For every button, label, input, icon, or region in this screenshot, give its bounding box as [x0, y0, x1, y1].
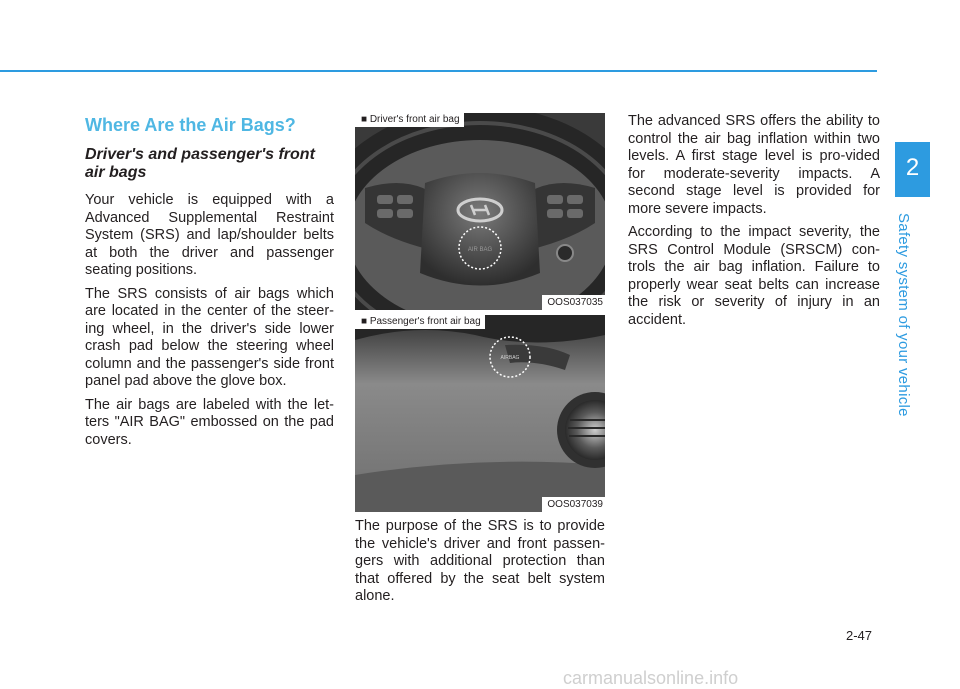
airbag-emboss: AIRBAG: [500, 355, 520, 361]
steering-wheel-illustration: [355, 113, 605, 310]
section-heading: Where Are the Air Bags?: [85, 115, 296, 135]
figure-caption: ■ Driver's front air bag: [355, 113, 464, 127]
paragraph: Your vehicle is equipped with a Advanced Supplemental Restraint System (SRS) and lap/shoulder belts at both the driver and passenger seating positions.: [85, 192, 334, 278]
chapter-number: 2: [905, 154, 920, 181]
watermark: carmanualsonline.info: [563, 668, 739, 688]
column-right: [628, 113, 880, 335]
column-left: [85, 114, 334, 455]
section-subheading: Driver's and passenger's front air bags: [85, 146, 315, 181]
figure-caption: ■ Passenger's front air bag: [355, 315, 485, 329]
page-number: 2-47: [846, 628, 873, 643]
chapter-tab: [895, 142, 930, 197]
figure-code: OOS037035: [542, 295, 605, 310]
paragraph: The air bags are labeled with the let-ters "AIR BAG" embossed on the pad covers.: [85, 396, 334, 448]
paragraph: The purpose of the SRS is to provide the vehicle's driver and front passen-gers with additional protection than that offered by the seat belt system alone.: [355, 518, 605, 604]
figure-passenger-airbag: [355, 315, 605, 512]
paragraph: According to the impact severity, the SRS Control Module (SRSCM) con-trols the air bag inflation. Failure to properly wear seat belts can increase the risk or severity of injury in an accident.: [628, 224, 880, 328]
paragraph: The advanced SRS offers the ability to control the air bag inflation within two levels. A first stage level is pro-vided for moderate-severity impacts. A second stage level is provided for more severe impacts.: [628, 113, 880, 217]
figure-driver-airbag: [355, 113, 605, 310]
chapter-title: Safety system of your vehicle: [895, 213, 912, 417]
header-rule: [0, 70, 877, 72]
figure-code: OOS037039: [542, 497, 605, 512]
airbag-emboss: AIR BAG: [467, 247, 493, 253]
dashboard-illustration: [355, 315, 605, 512]
paragraph: The SRS consists of air bags which are located in the center of the steer-ing wheel, in the driver's side lower crash pad below the steering wheel column and the passenger's side front panel pad above the glove box.: [85, 285, 334, 389]
